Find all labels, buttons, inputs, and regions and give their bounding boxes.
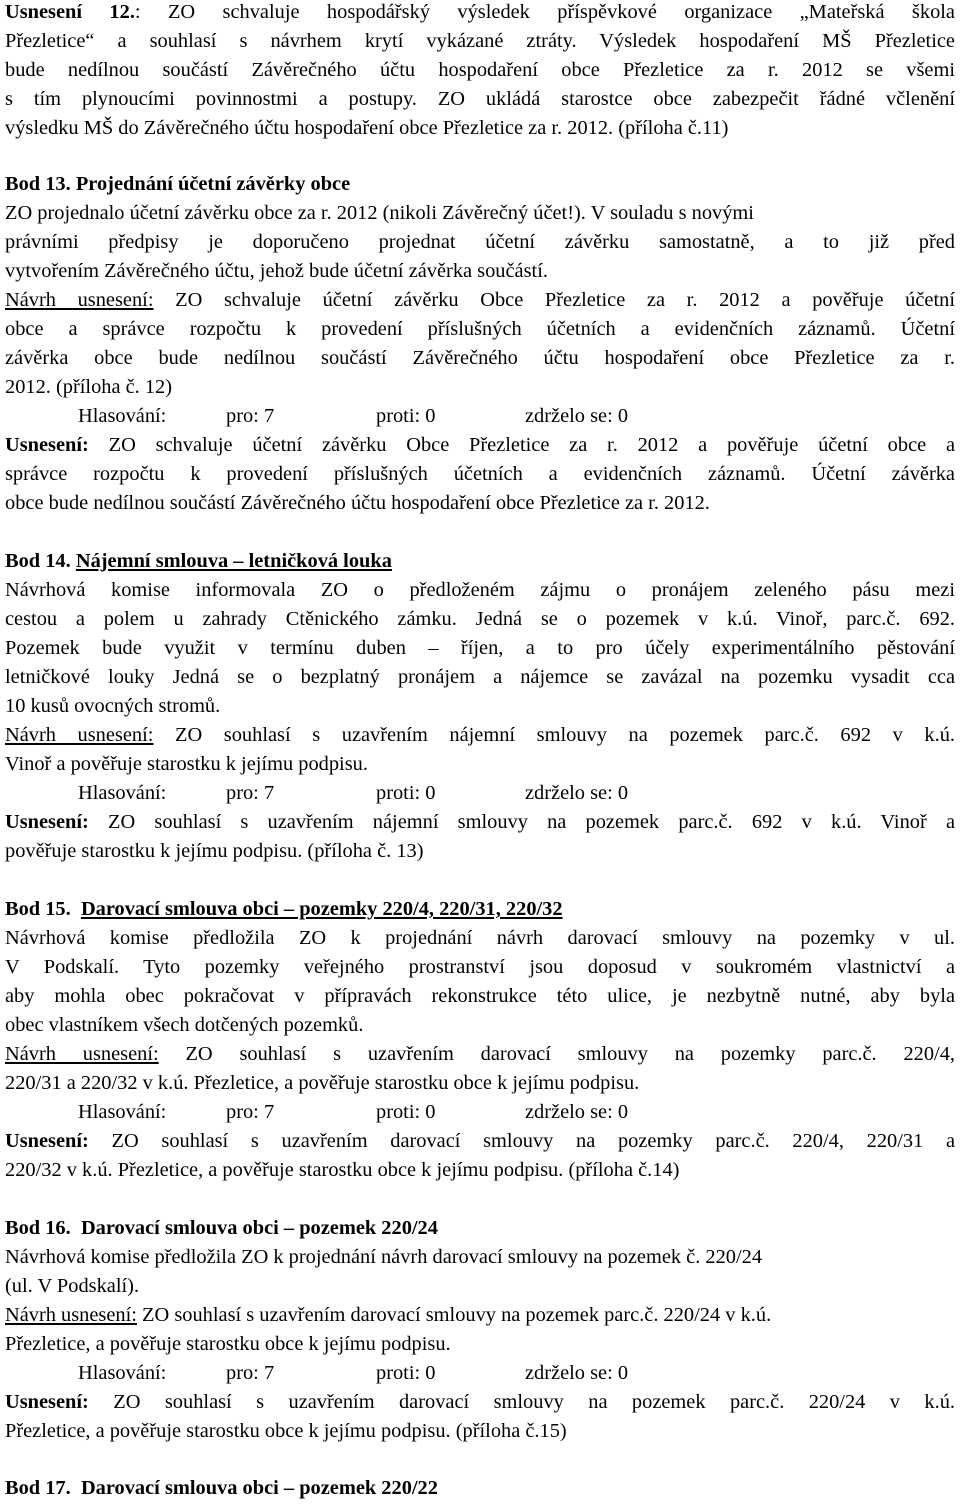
bod16-navrh-line-1: Návrh usnesení: ZO souhlasí s uzavřením darovací smlouvy na pozemek parc.č. 220/24 v k.ú. [5,1304,772,1326]
intro-line-1: Usnesení 12.: ZO schvaluje hospodářský výsledek příspěvkové organizace „Mateřská škola [5,1,955,23]
vote-zdrzelo: zdrželo se: 0 [525,1101,629,1123]
usneseni-label: Usnesení: [5,811,89,833]
bod16-line-1: Návrhová komise předložila ZO k projednání návrh darovací smlouvy na pozemek č. 220/24 [5,1246,763,1268]
bod16-navrh-line-2: Přezletice, a pověřuje starostku obce k jejímu podpisu. [5,1333,451,1355]
vote-pro: pro: 7 [226,1362,275,1384]
bod13-navrh-line-4: 2012. (příloha č. 12) [5,376,173,398]
navrh-usneseni-label: Návrh usnesení: [5,724,154,746]
navrh-usneseni-label: Návrh usnesení: [5,289,154,311]
bod14-line-2: cestou a polem u zahrady Ctěnického zámku. Jedná se o pozemek v k.ú. Vinoř, parc.č. 692. [5,608,955,630]
bod14-heading: Bod 14. Nájemní smlouva – letničková louka [5,550,392,572]
vote-zdrzelo: zdrželo se: 0 [525,782,629,804]
bod13-line-2: právními předpisy je doporučeno projednat účetní závěrku samostatně, a to již před [5,231,955,253]
bod13-heading: Bod 13. Projednání účetní závěrky obce [5,173,351,195]
bod13-line-3: vytvořením Závěrečného účtu, jehož bude účetní závěrka součástí. [5,260,548,282]
vote-proti: proti: 0 [376,1101,436,1123]
bod15-line-2: V Podskalí. Tyto pozemky veřejného prostranství jsou doposud v soukromém vlastnictví a [5,956,955,978]
usneseni-label: Usnesení: [5,434,89,456]
vote-pro: pro: 7 [226,405,275,427]
bod14-line-1: Návrhová komise informovala ZO o předloženém zájmu o pronájem zeleného pásu mezi [5,579,955,601]
bod13-line-1: ZO projednalo účetní závěrku obce za r. 2012 (nikoli Závěrečný účet!). V souladu s novými [5,202,754,224]
bod16-usneseni-line-2: Přezletice, a pověřuje starostku obce k jejímu podpisu. (příloha č.15) [5,1420,567,1442]
bod15-line-1: Návrhová komise předložila ZO k projednání návrh darovací smlouvy na pozemky v ul. [5,927,955,949]
vote-label: Hlasování: [78,1101,167,1123]
bod13-usneseni-line-1: Usnesení: ZO schvaluje účetní závěrku Obce Přezletice za r. 2012 a pověřuje účetní obce a [5,434,955,456]
navrh-usneseni-label: Návrh usnesení: [5,1304,137,1326]
bod14-title: Nájemní smlouva – letničková louka [75,550,392,572]
vote-zdrzelo: zdrželo se: 0 [525,405,629,427]
bod16-line-2: (ul. V Podskalí). [5,1275,140,1297]
bod14-vote [5,779,955,808]
vote-proti: proti: 0 [376,405,436,427]
vote-proti: proti: 0 [376,1362,436,1384]
bod16-vote [5,1359,955,1388]
bod13-vote [5,402,955,431]
bod14-navrh-line-2: Vinoř a pověřuje starostku k jejímu podpisu. [5,753,368,775]
bod15-navrh-line-2: 220/31 a 220/32 v k.ú. Přezletice, a pověřuje starostku obce k jejímu podpisu. [5,1072,640,1094]
bod13-navrh-line-2: obce a správce rozpočtu k provedení příslušných účetních a evidenčních záznamů. Účetní [5,318,955,340]
intro-line-2: Přezletice“ a souhlasí s návrhem krytí vykázané ztráty. Výsledek hospodaření MŠ Přezletice [5,30,955,52]
bod13-navrh-line-3: závěrka obce bude nedílnou součástí Závěrečného účtu hospodaření obce Přezletice za r. [5,347,955,369]
usneseni-label: Usnesení: [5,1391,89,1413]
vote-label: Hlasování: [78,1362,167,1384]
bod16-title: Darovací smlouva obci – pozemek 220/24 [80,1217,438,1239]
bod15-usneseni-line-1: Usnesení: ZO souhlasí s uzavřením darovací smlouvy na pozemky parc.č. 220/4, 220/31 a [5,1130,955,1152]
bod14-usneseni-line-1: Usnesení: ZO souhlasí s uzavřením nájemní smlouvy na pozemek parc.č. 692 v k.ú. Vinoř a [5,811,955,833]
bod13-usneseni-line-3: obce bude nedílnou součástí Závěrečného účtu hospodaření obce Přezletice za r. 2012. [5,492,710,514]
vote-pro: pro: 7 [226,1101,275,1123]
bod15-usneseni-line-2: 220/32 v k.ú. Přezletice, a pověřuje starostku obce k jejímu podpisu. (příloha č.14) [5,1159,680,1181]
usneseni-label: Usnesení: [5,1130,89,1152]
bod15-title: Darovací smlouva obci – pozemky 220/4, 220/31, 220/32 [80,898,563,920]
vote-proti: proti: 0 [376,782,436,804]
bod16-usneseni-line-1: Usnesení: ZO souhlasí s uzavřením darovací smlouvy na pozemek parc.č. 220/24 v k.ú. [5,1391,955,1413]
bod15-navrh-line-1: Návrh usnesení: ZO souhlasí s uzavřením darovací smlouvy na pozemky parc.č. 220/4, [5,1043,955,1065]
bod15-heading: Bod 15. Darovací smlouva obci – pozemky 220/4, 220/31, 220/32 [5,898,563,920]
usneseni-12-label: Usnesení 12. [5,1,135,23]
bod14-navrh-line-1: Návrh usnesení: ZO souhlasí s uzavřením nájemní smlouvy na pozemek parc.č. 692 v k.ú. [5,724,955,746]
intro-line-4: s tím plynoucími povinnostmi a postupy. ZO ukládá starostce obce zabezpečit řádné včlenění [5,88,955,110]
bod17-heading: Bod 17. Darovací smlouva obci – pozemek 220/22 [5,1477,438,1499]
bod16-heading: Bod 16. Darovací smlouva obci – pozemek 220/24 [5,1217,438,1239]
bod13-navrh-line-1: Návrh usnesení: ZO schvaluje účetní závěrku Obce Přezletice za r. 2012 a pověřuje účetní [5,289,955,311]
vote-zdrzelo: zdrželo se: 0 [525,1362,629,1384]
bod17-title: Darovací smlouva obci – pozemek 220/22 [80,1477,438,1499]
bod13-title: Projednání účetní závěrky obce [75,173,351,195]
bod15-line-4: obec vlastníkem všech dotčených pozemků. [5,1014,364,1036]
navrh-usneseni-label: Návrh usnesení: [5,1043,159,1065]
bod14-line-3: Pozemek bude využit v termínu duben – říjen, a to pro účely experimentálního pěstování [5,637,955,659]
vote-label: Hlasování: [78,782,167,804]
bod14-line-5: 10 kusů ovocných stromů. [5,695,221,717]
bod13-usneseni-line-2: správce rozpočtu k provedení příslušných účetních a evidenčních záznamů. Účetní závěrka [5,463,955,485]
bod14-line-4: letničkové louky Jedná se o bezplatný pronájem a nájemce se zavázal na pozemku vysadit cca [5,666,955,688]
vote-pro: pro: 7 [226,782,275,804]
bod14-usneseni-line-2: pověřuje starostku k jejímu podpisu. (příloha č. 13) [5,840,424,862]
vote-label: Hlasování: [78,405,167,427]
intro-line-3: bude nedílnou součástí Závěrečného účtu hospodaření obce Přezletice za r. 2012 se všemi [5,59,955,81]
bod15-line-3: aby mohla obec pokračovat v přípravách rekonstrukce této ulice, je nezbytně nutné, aby byla [5,985,955,1007]
intro-line-5: výsledku MŠ do Závěrečného účtu hospodaření obce Přezletice za r. 2012. (příloha č.11) [5,117,729,139]
bod15-vote [5,1098,955,1127]
